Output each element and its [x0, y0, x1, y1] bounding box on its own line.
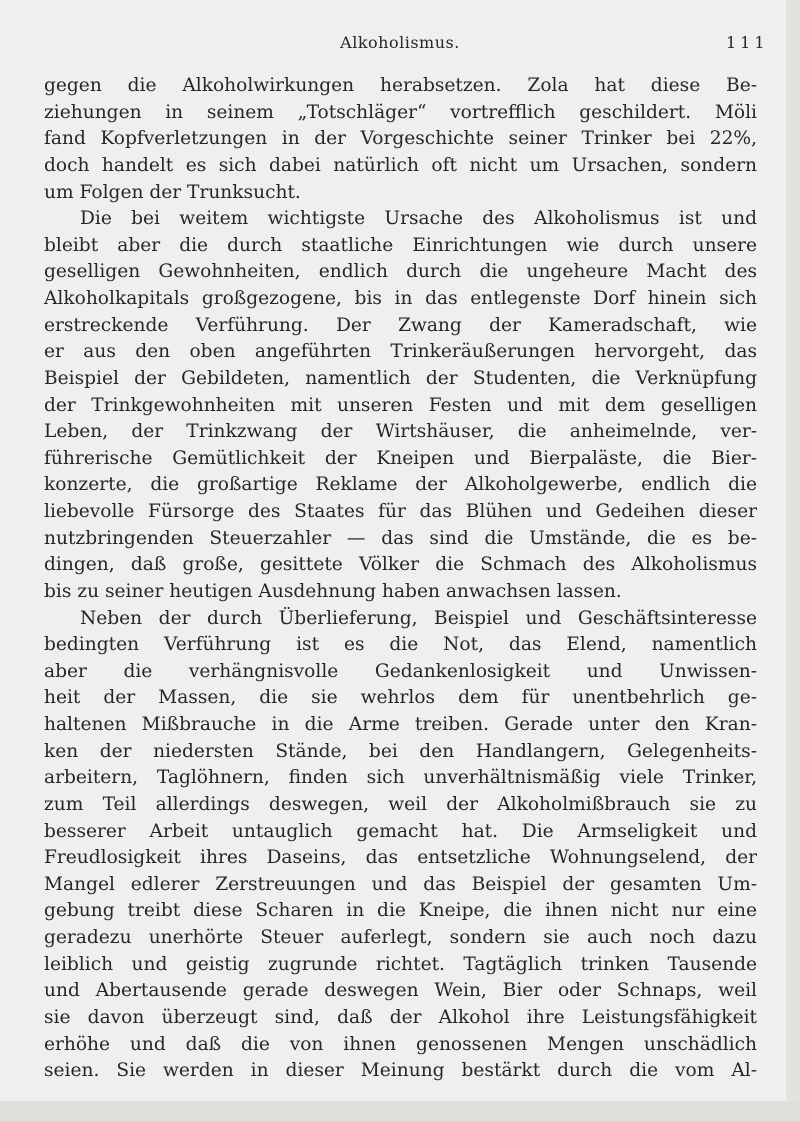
text-line: liebevolle Fürsorge des Staates für das Blühen und Gedeihen dieser [44, 501, 757, 522]
text-line: sie davon überzeugt sind, daß der Alkohol ihre Leistungsfähigkeit [44, 1006, 757, 1028]
text-line: nutzbringenden Steuerzahler — das sind die Umstände, die es be- [44, 527, 757, 549]
text-line: doch handelt es sich dabei natürlich oft nicht um Ursachen, sondern [44, 154, 757, 176]
page-edge-shadow-bottom [0, 1101, 800, 1121]
text-line: arbeitern, Taglöhnern, finden sich unverhältnismäßig viele Trinker, [44, 767, 757, 789]
text-line: aber die verhängnisvolle Gedankenlosigkeit und Unwissen- [44, 660, 757, 682]
text-line: fand Kopfverletzungen in der Vorgeschichte seiner Trinker bei 22%, [44, 128, 757, 150]
page-edge-shadow-right [786, 0, 800, 1121]
text-line: ziehungen in seinem „Totschläger“ vortrefflich geschildert. Möli [44, 101, 757, 123]
text-line: der Trinkgewohnheiten mit unseren Festen und mit dem geselligen [44, 394, 757, 416]
text-line: Alkoholkapitals großgezogene, bis in das entlegenste Dorf hinein sich [44, 288, 757, 309]
text-line: gebung treibt diese Scharen in die Kneipe, die ihnen nicht nur eine [44, 900, 757, 922]
text-line: Neben der durch Überlieferung, Beispiel und Geschäftsinteresse [80, 607, 757, 629]
text-line: zum Teil allerdings deswegen, weil der Alkoholmißbrauch sie zu [44, 793, 757, 815]
text-line: Die bei weitem wichtigste Ursache des Alkoholismus ist und [80, 208, 757, 230]
text-line: bleibt aber die durch staatliche Einrichtungen wie durch unsere [44, 234, 757, 256]
running-title: Alkoholismus. [340, 33, 460, 52]
text-line: Beispiel der Gebildeten, namentlich der Studenten, die Verknüpfung [44, 367, 757, 389]
text-line: dingen, daß große, gesittete Völker die Schmach des Alkoholismus [44, 554, 757, 576]
text-line: seien. Sie werden in dieser Meinung bestärkt durch die vom Al- [44, 1060, 757, 1082]
text-line: konzerte, die großartige Reklame der Alkoholgewerbe, endlich die [44, 474, 757, 496]
text-line: ken der niedersten Stände, bei den Handlangern, Gelegenheits- [44, 740, 757, 762]
text-line: er aus den oben angeführten Trinkeräußerungen hervorgeht, das [44, 341, 757, 363]
text-line: bis zu seiner heutigen Ausdehnung haben anwachsen lassen. [44, 580, 622, 602]
text-line: führerische Gemütlichkeit der Kneipen und Bierpaläste, die Bier- [44, 447, 757, 469]
text-line: um Folgen der Trunksucht. [44, 181, 301, 203]
text-line: haltenen Mißbrauche in die Arme treiben. Gerade unter den Kran- [44, 714, 757, 735]
text-line: besserer Arbeit untauglich gemacht hat. Die Armseligkeit und [44, 820, 757, 842]
text-line: leiblich und geistig zugrunde richtet. Tagtäglich trinken Tausende [44, 953, 757, 975]
text-line: erstreckende Verführung. Der Zwang der Kameradschaft, wie [44, 314, 757, 336]
text-line: erhöhe und daß die von ihnen genossenen Mengen unschädlich [44, 1033, 757, 1055]
text-line: heit der Massen, die sie wehrlos dem für unentbehrlich ge- [44, 687, 757, 709]
text-line: geradezu unerhörte Steuer auferlegt, sondern sie auch noch dazu [44, 927, 757, 948]
text-line: geselligen Gewohnheiten, endlich durch die ungeheure Macht des [44, 261, 757, 283]
body-text [44, 73, 757, 1085]
text-line: und Abertausende gerade deswegen Wein, Bier oder Schnaps, weil [44, 980, 757, 1002]
text-line: gegen die Alkoholwirkungen herabsetzen. Zola hat diese Be- [44, 75, 757, 96]
page-number: 111 [726, 33, 769, 52]
text-line: Mangel edlerer Zerstreuungen und das Beispiel der gesamten Um- [44, 873, 757, 895]
text-line: Freudlosigkeit ihres Daseins, das entsetzliche Wohnungselend, der [44, 847, 757, 869]
text-line: Leben, der Trinkzwang der Wirtshäuser, die anheimelnde, ver- [44, 421, 757, 443]
text-line: bedingten Verführung ist es die Not, das Elend, namentlich [44, 634, 757, 656]
